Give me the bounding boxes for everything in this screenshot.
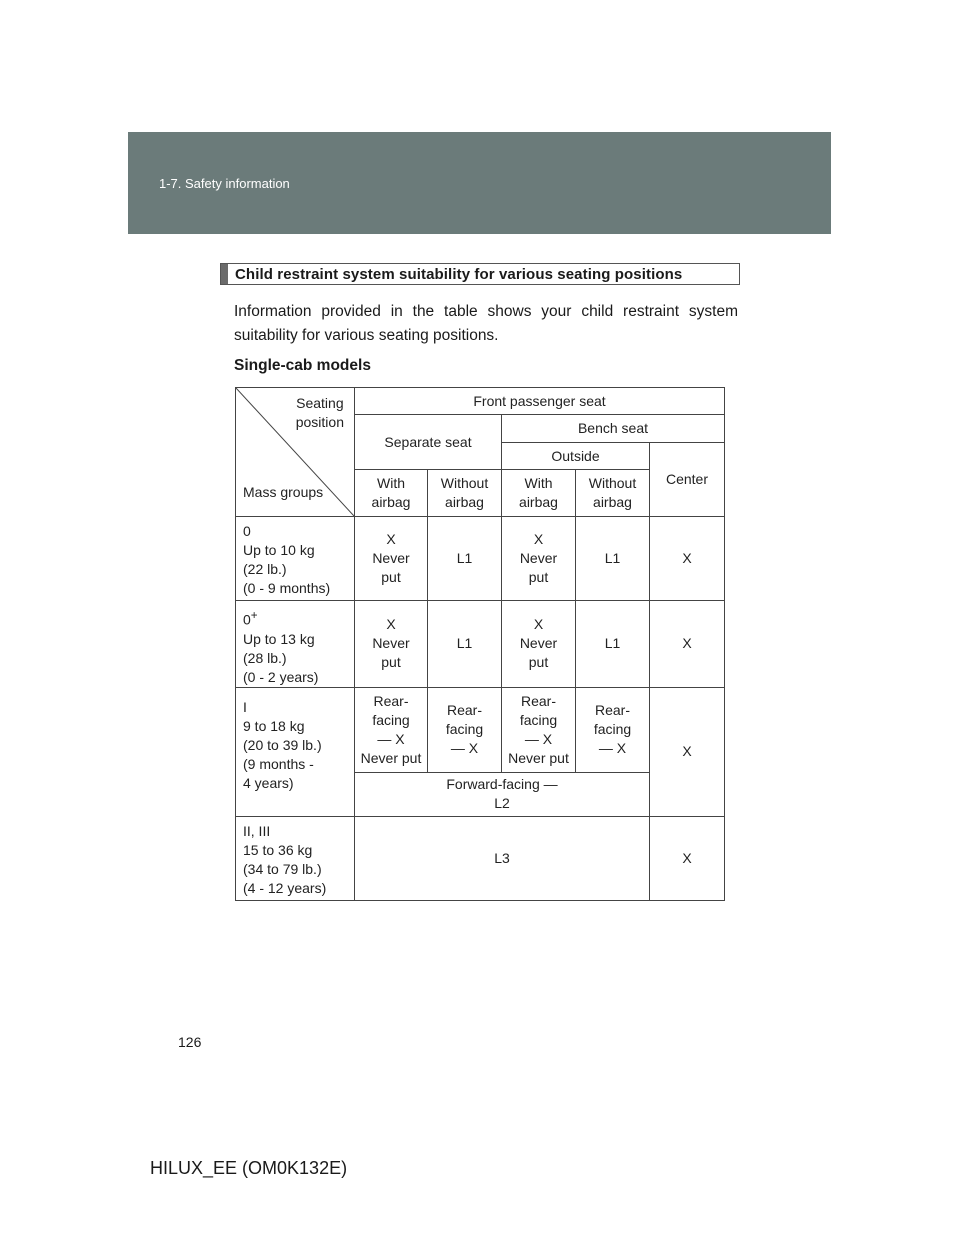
section-title: 1-7. Safety information	[159, 176, 290, 191]
cell-separate-with-airbag: Rear- facing — X Never put	[355, 687, 428, 772]
table-row	[236, 816, 725, 900]
cell-center: X	[650, 601, 725, 688]
heading-text: Child restraint system suitability for various seating positions	[235, 265, 683, 283]
cell-bench-with-airbag: X Never put	[502, 601, 576, 688]
subheading: Single-cab models	[234, 357, 371, 374]
cell-center: X	[650, 687, 725, 816]
cell-forward-facing: Forward-facing — L2	[355, 772, 650, 816]
mass-group-cell: 0 Up to 10 kg (22 lb.) (0 - 9 months)	[236, 517, 355, 601]
cell-bench-without-airbag: L1	[576, 601, 650, 688]
outside-header: Outside	[502, 443, 650, 470]
header-corner-cell	[236, 388, 355, 517]
intro-paragraph: Information provided in the table shows your child restraint system suitability for various seating positions.	[234, 303, 738, 344]
cell-bench-with-airbag: X Never put	[502, 517, 576, 601]
cell-bench-with-airbag: Rear- facing — X Never put	[502, 687, 576, 772]
with-airbag-header: With airbag	[502, 470, 576, 517]
with-airbag-header: With airbag	[355, 470, 428, 517]
front-passenger-seat-header: Front passenger seat	[355, 388, 725, 415]
cell-all-positions: L3	[355, 816, 650, 900]
cell-separate-with-airbag: X Never put	[355, 601, 428, 688]
cell-bench-without-airbag: Rear- facing — X	[576, 687, 650, 772]
seating-position-label: Seating position	[295, 395, 344, 430]
table-row	[236, 601, 725, 688]
suitability-table	[235, 387, 725, 901]
table-row	[236, 687, 725, 772]
cell-separate-without-airbag: Rear- facing — X	[428, 687, 502, 772]
cell-center: X	[650, 816, 725, 900]
cell-separate-without-airbag: L1	[428, 517, 502, 601]
heading-marker	[221, 264, 228, 284]
without-airbag-header: Without airbag	[428, 470, 502, 517]
separate-seat-header: Separate seat	[355, 415, 502, 470]
mass-group-cell: I 9 to 18 kg (20 to 39 lb.) (9 months - 4 years)	[236, 687, 355, 816]
mass-group-cell: II, III 15 to 36 kg (34 to 79 lb.) (4 - 12 years)	[236, 816, 355, 900]
mass-groups-label: Mass groups	[243, 484, 324, 500]
cell-separate-without-airbag: L1	[428, 601, 502, 688]
bench-seat-header: Bench seat	[502, 415, 725, 443]
cell-bench-without-airbag: L1	[576, 517, 650, 601]
cell-separate-with-airbag: X Never put	[355, 517, 428, 601]
mass-group-cell: 0+ Up to 13 kg (28 lb.) (0 - 2 years)	[236, 601, 355, 688]
section-heading	[220, 263, 740, 285]
without-airbag-header: Without airbag	[576, 470, 650, 517]
page-number: 126	[178, 1034, 202, 1050]
table-row	[236, 517, 725, 601]
header-bar	[128, 132, 831, 234]
cell-center: X	[650, 517, 725, 601]
footer-model-code: HILUX_EE (OM0K132E)	[150, 1158, 348, 1178]
center-header: Center	[650, 443, 725, 517]
